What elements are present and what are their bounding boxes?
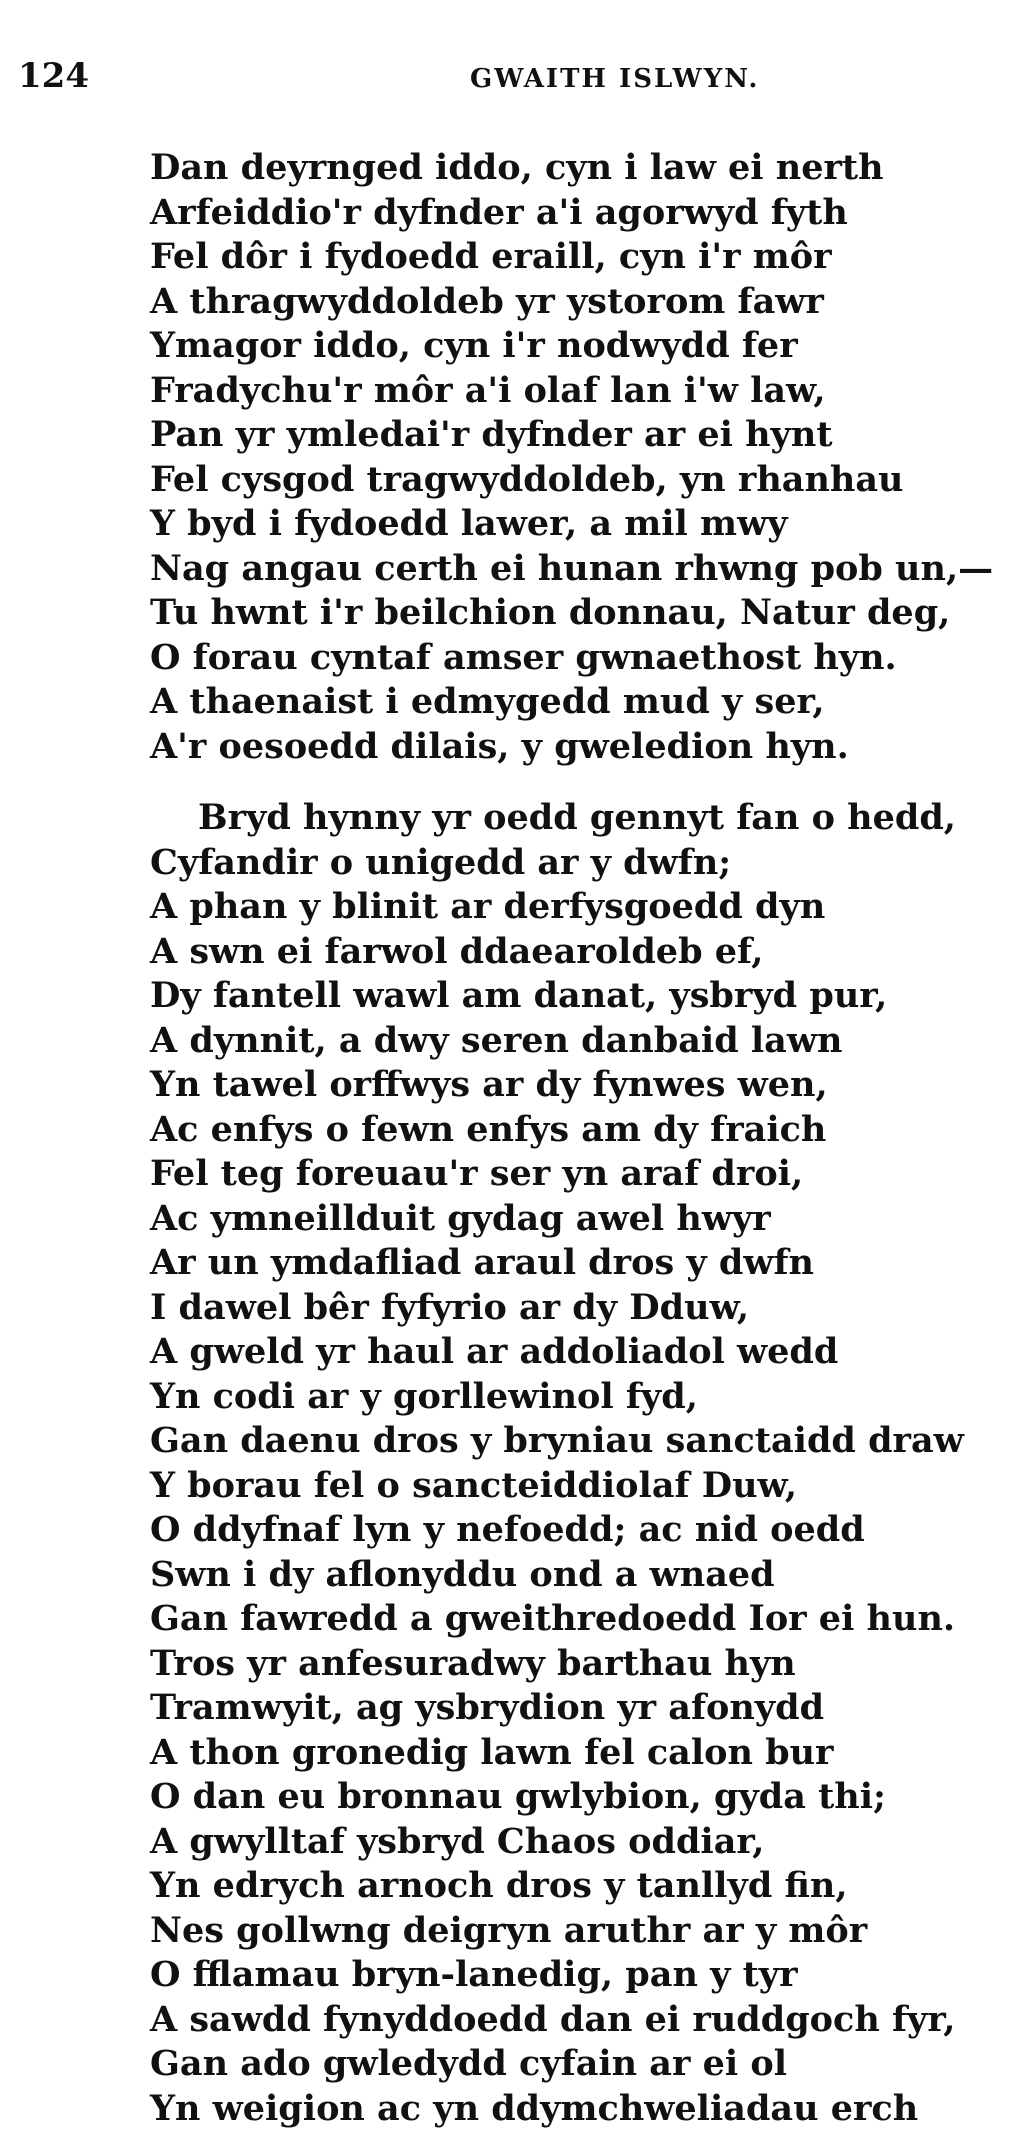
verse-line: A gwylltaf ysbryd Chaos oddiar, bbox=[150, 1820, 765, 1862]
verse-line: Fel teg foreuau'r ser yn araf droi, bbox=[150, 1153, 804, 1194]
verse-line: Dan deyrnged iddo, cyn i law ei nerth bbox=[150, 147, 884, 188]
verse-line: Yn tawel orffwys ar dy fynwes wen, bbox=[150, 1064, 828, 1105]
verse-line: Ac ymneillduit gydag awel hwyr bbox=[150, 1197, 771, 1239]
verse-line: A gweld yr haul ar addoliadol wedd bbox=[150, 1331, 839, 1372]
verse-line: I dawel bêr fyfyrio ar dy Dduw, bbox=[150, 1286, 750, 1328]
verse-line: Tramwyit, ag ysbrydion yr afonydd bbox=[150, 1687, 825, 1728]
verse-line: A'r oesoedd dilais, y gweledion hyn. bbox=[150, 725, 849, 767]
verse-line: Nes gollwng deigryn aruthr ar y môr bbox=[150, 1909, 868, 1951]
verse-line: O ddyfnaf lyn y nefoedd; ac nid oedd bbox=[150, 1509, 865, 1550]
verse-line: Cyfandir o unigedd ar y dwfn; bbox=[150, 841, 732, 883]
verse-line: Dy fantell wawl am danat, ysbryd pur, bbox=[150, 975, 888, 1016]
verse-line: Tu hwnt i'r beilchion donnau, Natur deg, bbox=[150, 592, 951, 633]
verse-line-indented: Bryd hynny yr oedd gennyt fan o hedd, bbox=[198, 797, 956, 838]
running-title: GWAITH ISLWYN. bbox=[470, 64, 760, 94]
verse-line: O forau cyntaf amser gwnaethost hyn. bbox=[150, 636, 897, 678]
verse-line: Y byd i fydoedd lawer, a mil mwy bbox=[150, 503, 788, 544]
verse-line: Yn codi ar y gorllewinol fyd, bbox=[150, 1375, 698, 1417]
verse-line: Fel cysgod tragwyddoldeb, yn rhanhau bbox=[150, 458, 904, 500]
verse-line: O fflamau bryn-lanedig, pan y tyr bbox=[150, 1954, 798, 1995]
verse-line: Yn edrych arnoch dros y tanllyd fin, bbox=[150, 1865, 848, 1906]
verse-line: Arfeiddio'r dyfnder a'i agorwyd fyth bbox=[150, 191, 848, 233]
verse-line: A phan y blinit ar derfysgoedd dyn bbox=[150, 886, 826, 927]
verse-line: A dynnit, a dwy seren danbaid lawn bbox=[150, 1019, 843, 1061]
page-number: 124 bbox=[18, 56, 89, 96]
verse-line: Swn i dy aflonyddu ond a wnaed bbox=[150, 1553, 775, 1595]
verse-line: A thragwyddoldeb yr ystorom fawr bbox=[150, 280, 824, 322]
verse-line: Fel dôr i fydoedd eraill, cyn i'r môr bbox=[150, 236, 832, 277]
verse-line: Tros yr anfesuradwy barthau hyn bbox=[150, 1642, 796, 1684]
verse-line: A sawdd fynyddoedd dan ei ruddgoch fyr, bbox=[150, 1998, 956, 2040]
verse-line: Ac enfys o fewn enfys am dy fraich bbox=[150, 1108, 827, 1150]
verse-line: Gan fawredd a gweithredoedd Ior ei hun. bbox=[150, 1598, 956, 1639]
verse-line: A thaenaist i edmygedd mud y ser, bbox=[150, 681, 825, 722]
verse-line: Fradychu'r môr a'i olaf lan i'w law, bbox=[150, 369, 826, 411]
verse-line: Nag angau certh ei hunan rhwng pob un,— bbox=[150, 547, 994, 589]
verse-line: Gan daenu dros y bryniau sanctaidd draw bbox=[150, 1420, 964, 1461]
stanza-1 bbox=[150, 146, 1010, 769]
verse-line: O dan eu bronnau gwlybion, gyda thi; bbox=[150, 1776, 886, 1817]
verse-line: Y borau fel o sancteiddiolaf Duw, bbox=[150, 1464, 798, 1506]
verse-line: Pan yr ymledai'r dyfnder ar ei hynt bbox=[150, 414, 833, 455]
verse-line: Gan ado gwledydd cyfain ar ei ol bbox=[150, 2043, 787, 2084]
verse-line: Yn weigion ac yn ddymchweliadau erch bbox=[150, 2087, 919, 2129]
verse-line: Ymagor iddo, cyn i'r nodwydd fer bbox=[150, 325, 798, 366]
stanza-2 bbox=[150, 796, 1010, 2131]
verse-line: Ar un ymdafliad araul dros y dwfn bbox=[150, 1242, 814, 1283]
verse-line: A thon gronedig lawn fel calon bur bbox=[150, 1731, 834, 1773]
verse-line: A swn ei farwol ddaearoldeb ef, bbox=[150, 930, 764, 972]
